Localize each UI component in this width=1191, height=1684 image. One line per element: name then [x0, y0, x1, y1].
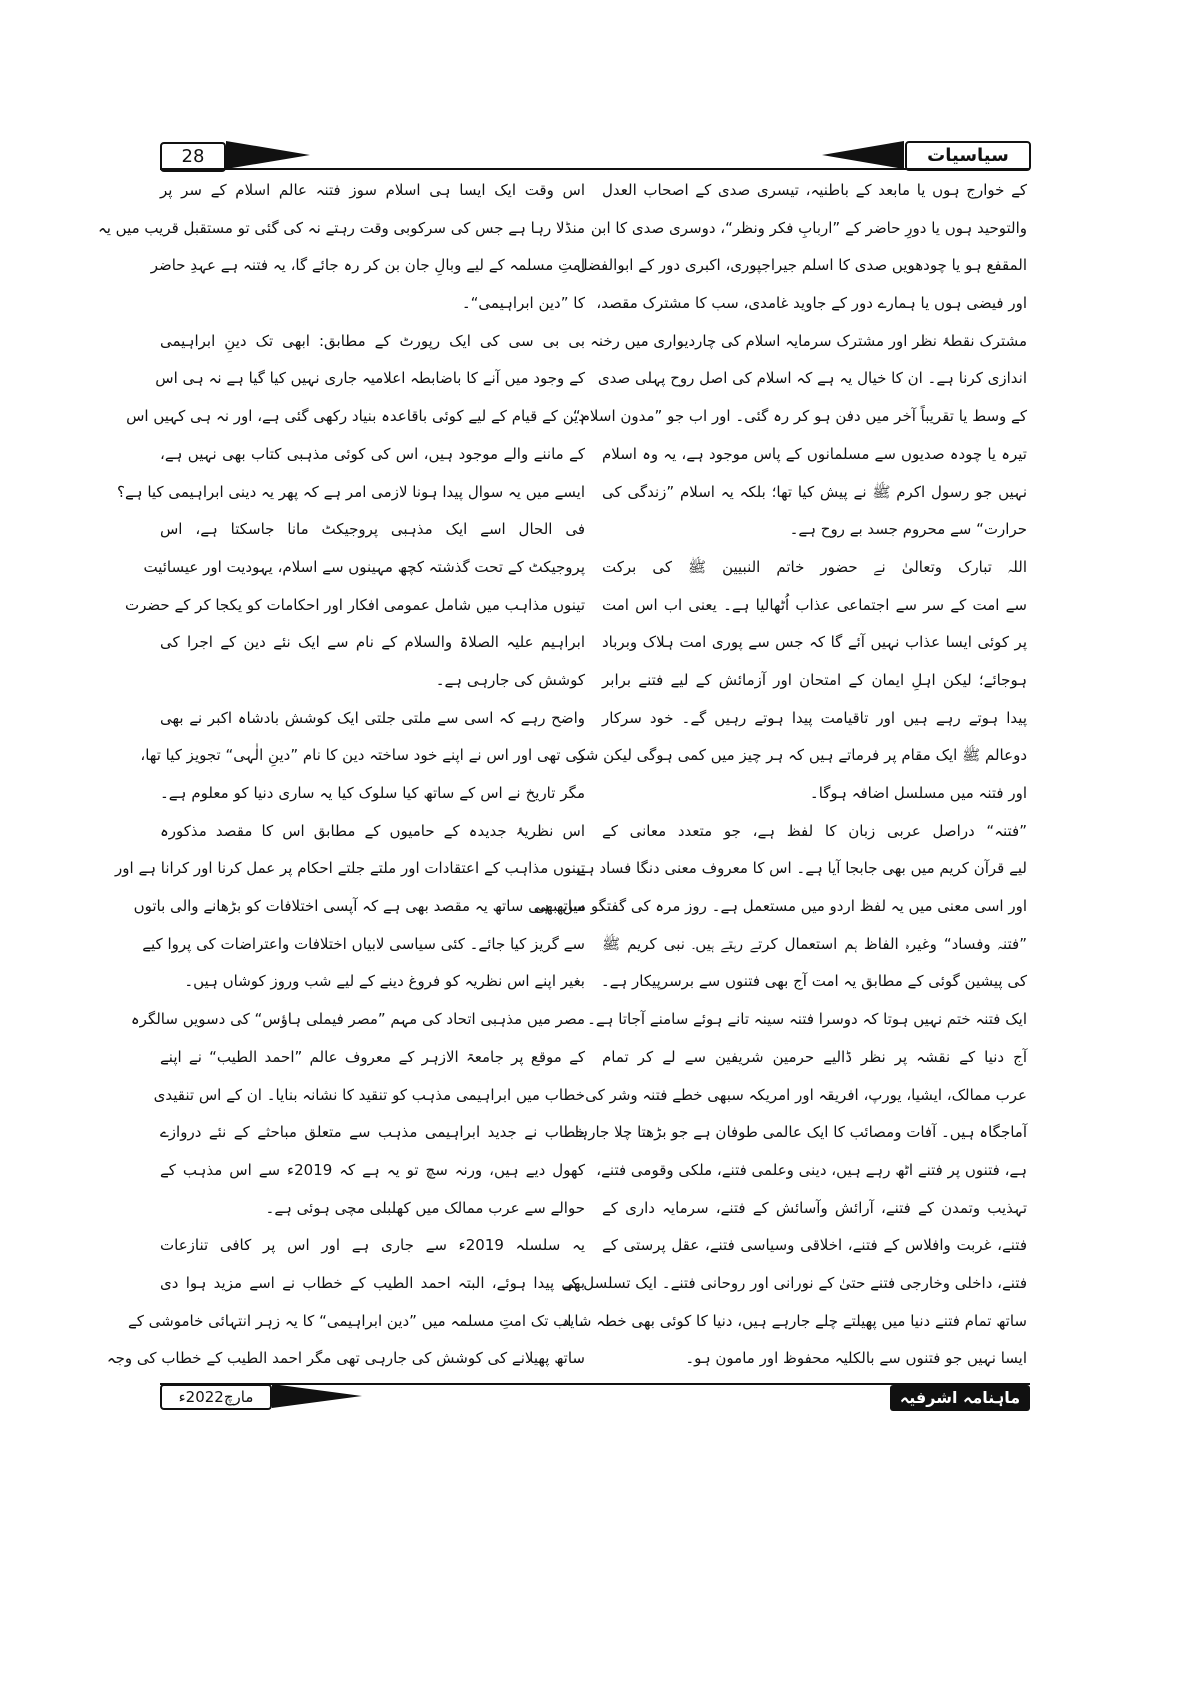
- text-line: ہے، فتنوں پر فتنے اٹھ رہے ہیں، دینی وعلمی فتنے، ملکی وقومی فتنے،: [596, 1160, 1027, 1179]
- text-line: پر کوئی ایسا عذاب نہیں آئے گا کہ جس سے پوری امت ہلاک وبرباد: [602, 633, 1027, 652]
- text-line: ساتھ ہی ساتھ یہ مقصد بھی ہے کہ آپسی اختلافات کو بڑھانے والی باتوں: [133, 897, 585, 916]
- text-line: یہ سلسلہ 2019ء سے جاری ہے اور اس پر کافی تنازعات: [160, 1236, 586, 1255]
- text-line: دوعالم ﷺ ایک مقام پر فرماتے ہیں کہ ہر چیز میں کمی ہوگی لیکن شر: [577, 746, 1027, 765]
- text-line: کے موقع پر جامعۃ الازہر کے معروف عالم ”احمد الطیب“ نے اپنے: [160, 1047, 585, 1066]
- text-line: آج دنیا کے نقشہ پر نظر ڈالیے حرمین شریفین سے لے کر تمام: [602, 1047, 1027, 1066]
- text-line: عرب ممالک، ایشیا، یورپ، افریقہ اور امریکہ سبھی خطے فتنہ وشر کی: [585, 1085, 1027, 1104]
- text-line: نہیں جو رسول اکرم ﷺ نے پیش کیا تھا؛ بلکہ یہ اسلام ”زندگی کی: [602, 482, 1027, 501]
- text-line: خطاب نے جدید ابراہیمی مذہب سے متعلق مباحثے کے نئے دروازے: [160, 1123, 585, 1142]
- text-line: ”فتنہ“ دراصل عربی زبان کا لفظ ہے، جو متعدد معانی کے: [602, 821, 1027, 840]
- text-line: کا ”دین ابراہیمی“۔: [461, 294, 585, 313]
- text-line: ایسے میں یہ سوال پیدا ہونا لازمی امر ہے کہ پھر یہ دینی ابراہیمی کیا ہے؟: [117, 482, 585, 501]
- text-line: سے گریز کیا جائے۔ کئی سیاسی لابیاں اختلافات واعتراضات کی پروا کیے: [142, 934, 585, 953]
- text-line: امتِ مسلمہ کے لیے وبالِ جان بن کر رہ جائے گا، یہ فتنہ ہے عہدِ حاضر: [150, 256, 585, 275]
- text-line: اس نظریۂ جدیدہ کے حامیوں کے مطابق اس کا مقصد مذکورہ: [160, 821, 585, 840]
- text-line: تیرہ یا چودہ صدیوں سے مسلمانوں کے پاس موجود ہے، یہ وہ اسلام: [602, 444, 1027, 463]
- text-line: ساتھ تمام فتنے دنیا میں پھیلتے چلے جارہے ہیں، دنیا کا کوئی بھی خطہ شاید: [562, 1311, 1027, 1330]
- text-line: کی پیشین گوئی کے مطابق یہ امت آج بھی فتنوں سے برسرپیکار ہے۔: [600, 972, 1027, 991]
- text-line: ۔ اب تک امتِ مسلمہ میں ”دین ابراہیمی“ کا یہ زہر انتہائی خاموشی کے: [127, 1311, 585, 1330]
- text-line: اور فیضی ہوں یا ہمارے دور کے جاوید غامدی، سب کا مشترک مقصد،: [596, 294, 1027, 313]
- text-line: واضح رہے کہ اسی سے ملتی جلتی ایک کوشش بادشاہ اکبر نے بھی: [160, 708, 585, 727]
- text-line: کے وسط یا تقریباً آخر میں دفن ہو کر رہ گئی۔ اور اب جو ”مدون اسلام“: [572, 407, 1027, 426]
- text-line: ایک فتنہ ختم نہیں ہوتا کہ دوسرا فتنہ سینہ تانے ہوئے سامنے آجاتا ہے۔: [587, 1010, 1027, 1029]
- text-line: اور فتنہ میں مسلسل اضافہ ہوگا۔: [809, 784, 1027, 802]
- text-line: فی الحال اسے ایک مذہبی پروجیکٹ مانا جاسکتا ہے، اس: [160, 520, 585, 539]
- text-line: کوشش کی جارہی ہے۔: [435, 670, 585, 689]
- text-line: ایسا نہیں جو فتنوں سے بالکلیہ محفوظ اور مامون ہو۔: [685, 1349, 1027, 1368]
- text-line: مشترک نقطۂ نظر اور مشترک سرمایہ اسلام کی چاردیواری میں رخنہ: [590, 331, 1027, 350]
- text-line: تہذیب وتمدن کے فتنے، آرائش وآسائش کے فتنے، سرمایہ داری کے: [602, 1198, 1027, 1217]
- text-line: اللہ تبارک وتعالیٰ نے حضور خاتم النبیین ﷺ کی برکت: [602, 557, 1027, 576]
- text-line: تینوں مذاہب کے اعتقادات اور ملتے جلتے احکام پر عمل کرنا اور کرانا ہے اور: [115, 859, 585, 878]
- text-line: سے امت کے سر سے اجتماعی عذاب اُٹھالیا ہے۔ یعنی اب اس امت: [602, 595, 1027, 614]
- text-line: المقفع ہو یا چودھویں صدی کا اسلم جیراجپوری، اکبری دور کے ابوالفضل: [576, 256, 1027, 275]
- text-line: اندازی کرنا ہے۔ ان کا خیال یہ ہے کہ اسلام کی اصل روح پہلی صدی: [597, 369, 1027, 388]
- text-line: مصر میں مذہبی اتحاد کی مہم ”مصر فیملی ہاؤس“ کی دسویں سالگرہ: [130, 1010, 585, 1029]
- text-line: کی تھی اور اس نے اپنے خود ساختہ دین کا نام ”دینِ الٰہی“ تجویز کیا تھا،: [140, 746, 585, 765]
- text-line: خطاب میں ابراہیمی مذہب کو تنقید کا نشانہ بنایا۔ ان کے اس تنقیدی: [153, 1085, 585, 1104]
- text-line: کے وجود میں آنے کا باضابطہ اعلامیہ جاری نہیں کیا گیا ہے نہ ہی اس: [155, 369, 585, 388]
- section-title: سیاسیات: [905, 141, 1031, 171]
- left-column: [97, 172, 586, 1378]
- text-line: والتوحید ہوں یا دورِ حاضر کے ”اربابِ فکر ونظر“، دوسری صدی کا ابن: [590, 218, 1027, 237]
- text-line: بغیر اپنے اس نظریہ کو فروغ دینے کے لیے شب وروز کوشاں ہیں۔: [184, 972, 585, 991]
- text-line: منڈلا رہا ہے جس کی سرکوبی وقت رہتے نہ کی گئی تو مستقبل قریب میں یہ: [97, 218, 585, 237]
- text-line: اور اسی معنی میں یہ لفظ اردو میں مستعمل ہے۔ روز مرہ کی گفتگو میں بھی: [533, 897, 1027, 916]
- header-wedge-right: [822, 141, 904, 169]
- text-line: دین کے قیام کے لیے کوئی باقاعدہ بنیاد رکھی گئی ہے، اور نہ ہی کہیں اس: [126, 407, 585, 426]
- text-line: فتنے، غربت وافلاس کے فتنے، اخلاقی وسیاسی فتنے، عقل پرستی کے: [602, 1236, 1027, 1255]
- footer-wedge: [272, 1384, 362, 1408]
- text-line: پیدا ہوتے رہے ہیں اور تاقیامت پیدا ہوتے رہیں گے۔ خود سرکار: [602, 708, 1027, 727]
- text-line: کے ماننے والے موجود ہیں، اس کی کوئی مذہبی کتاب بھی نہیں ہے،: [160, 444, 585, 463]
- right-column: [533, 172, 1027, 1378]
- text-line: ”فتنہ وفساد“ وغیرہ الفاظ ہم استعمال کرتے رہتے ہیں۔ نبی کریم ﷺ: [602, 934, 1027, 953]
- issue-date: مارچ2022ء: [160, 1384, 272, 1410]
- text-line: لیے قرآن کریم میں بھی جابجا آیا ہے۔ اس کا معروف معنی دنگا فساد ہے: [577, 859, 1027, 878]
- text-line: آماجگاہ ہیں۔ آفات ومصائب کا ایک عالمی طوفان ہے جو بڑھتا چلا جارہا: [574, 1123, 1027, 1142]
- text-line: کھول دیے ہیں، ورنہ سچ تو یہ ہے کہ 2019ء سے اس مذہب کے: [160, 1160, 585, 1179]
- text-line: حوالے سے عرب ممالک میں کھلبلی مچی ہوئی ہے۔: [265, 1198, 585, 1217]
- text-line: کے خوارج ہوں یا مابعد کے باطنیہ، تیسری صدی کے اصحاب العدل: [602, 181, 1027, 199]
- magazine-name: ماہنامہ اشرفیہ: [890, 1385, 1030, 1411]
- text-line: پروجیکٹ کے تحت گذشتہ کچھ مہینوں سے اسلام، یہودیت اور عیسائیت: [143, 557, 585, 576]
- page-number: 28: [160, 142, 226, 172]
- text-line: فتنے، داخلی وخارجی فتنے حتیٰ کے نورانی اور روحانی فتنے۔ ایک تسلسل کے: [562, 1273, 1027, 1292]
- text-line: مگر تاریخ نے اس کے ساتھ کیا سلوک کیا یہ ساری دنیا کو معلوم ہے۔: [160, 784, 585, 802]
- text-line: اس وقت ایک ایسا ہی اسلام سوز فتنہ عالم اسلام کے سر پر: [160, 181, 585, 199]
- text-line: بی بی سی کی ایک رپورٹ کے مطابق: ابھی تک دینِ ابراہیمی: [160, 331, 585, 350]
- text-line: حرارت“ سے محروم جسد بے روح ہے۔: [789, 520, 1027, 539]
- text-line: بھی پیدا ہوئے، البتہ احمد الطیب کے خطاب نے اسے مزید ہوا دی: [160, 1273, 585, 1292]
- text-line: تینوں مذاہب میں شامل عمومی افکار اور احکامات کو یکجا کر کے حضرت: [125, 595, 585, 614]
- text-line: ابراہیم علیہ الصلاۃ والسلام کے نام سے ایک نئے دین کے اجرا کی: [160, 633, 585, 652]
- text-line: ساتھ پھیلانے کی کوشش کی جارہی تھی مگر احمد الطیب کے خطاب کی وجہ: [106, 1349, 585, 1368]
- text-line: ہوجائے؛ لیکن اہلِ ایمان کے امتحان اور آزمائش کے لیے فتنے برابر: [602, 670, 1027, 689]
- header-wedge-left: [226, 141, 310, 169]
